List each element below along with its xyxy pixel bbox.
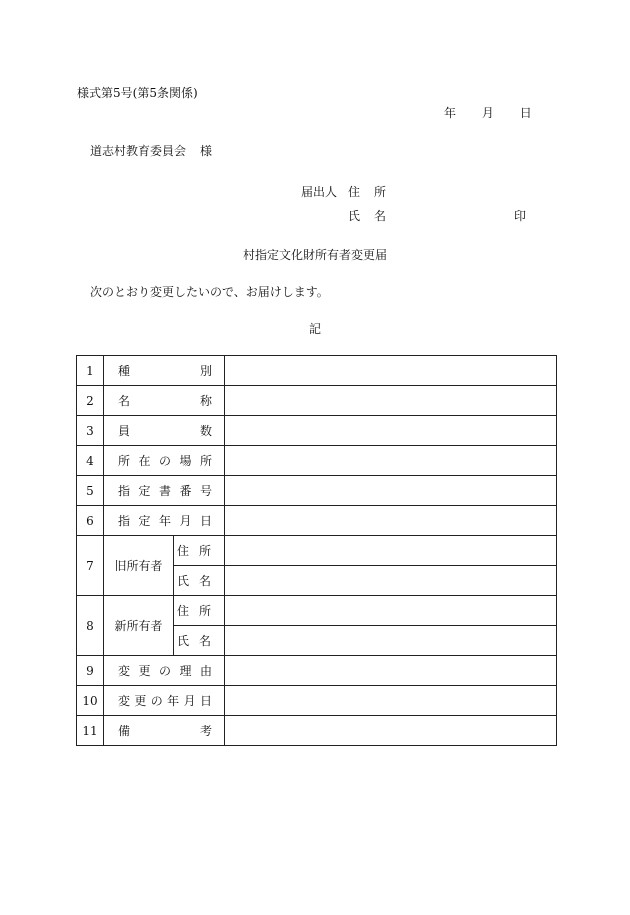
row-label-char: 場 (179, 454, 192, 468)
document-title: 村指定文化財所有者変更届 (242, 248, 387, 262)
row-label-char: 名 (118, 394, 131, 408)
table-row (77, 386, 557, 416)
table-row (77, 716, 557, 746)
row-value-field[interactable] (225, 716, 557, 746)
table-row (77, 416, 557, 446)
row-number: 9 (77, 656, 104, 686)
row-label-char: 定 (138, 484, 151, 498)
row-label (104, 656, 225, 686)
row-label-char: 更 (134, 694, 147, 708)
table-row (77, 686, 557, 716)
ki-heading: 記 (308, 322, 321, 336)
row-label-char: 定 (138, 514, 151, 528)
row-value-field[interactable] (225, 356, 557, 386)
table-row (77, 596, 557, 626)
seal-label: 印 (514, 209, 527, 223)
row-label-char: 日 (199, 514, 212, 528)
row-label-char: 別 (199, 364, 212, 378)
table-row (77, 356, 557, 386)
row-label-char: 指 (118, 514, 131, 528)
row-label-char: 日 (199, 694, 212, 708)
row-label-char: の (158, 664, 171, 678)
row-label-char: 年 (167, 694, 180, 708)
row-label-char: 所 (118, 454, 131, 468)
row-label-char: 考 (199, 724, 212, 738)
row-sub-label: 住所 (174, 536, 225, 566)
row-label-char: 号 (199, 484, 212, 498)
row-label-char: 番 (179, 484, 192, 498)
row-value-field[interactable] (225, 386, 557, 416)
date-year: 年 (444, 106, 457, 120)
table-row (77, 656, 557, 686)
row-label (104, 506, 225, 536)
table-row (77, 536, 557, 566)
row-group-label: 旧所有者 (104, 536, 174, 596)
row-label-char: 理 (179, 664, 192, 678)
row-label-char: 備 (118, 724, 131, 738)
date-day: 日 (519, 106, 532, 120)
row-value-field[interactable] (225, 416, 557, 446)
row-number: 4 (77, 446, 104, 476)
row-number: 10 (77, 686, 104, 716)
row-value-field[interactable] (225, 446, 557, 476)
row-sub-label: 住所 (174, 596, 225, 626)
row-label-char: 称 (199, 394, 212, 408)
row-label-char: 変 (118, 694, 131, 708)
row-label-char: 在 (138, 454, 151, 468)
row-value-field[interactable] (225, 596, 557, 626)
row-label-char: 数 (199, 424, 212, 438)
row-label-char: 月 (183, 694, 196, 708)
row-label (104, 356, 225, 386)
form-number: 様式第5号(第5条関係) (77, 86, 198, 100)
date-month: 月 (481, 106, 494, 120)
row-number: 1 (77, 356, 104, 386)
row-sub-label: 氏名 (174, 566, 225, 596)
applicant-name-label: 氏名 (348, 209, 401, 223)
row-value-field[interactable] (225, 686, 557, 716)
row-value-field[interactable] (225, 476, 557, 506)
row-group-label: 新所有者 (104, 596, 174, 656)
addressee-name: 道志村教育委員会 (90, 144, 187, 158)
row-label (104, 446, 225, 476)
row-label-char: 更 (138, 664, 151, 678)
row-label-char: 月 (179, 514, 192, 528)
date-line (444, 104, 532, 121)
row-label (104, 416, 225, 446)
applicant-address-label: 住所 (348, 185, 401, 199)
row-number: 2 (77, 386, 104, 416)
row-label (104, 386, 225, 416)
row-number: 3 (77, 416, 104, 446)
table-row (77, 506, 557, 536)
row-label-char: 種 (118, 364, 131, 378)
row-value-field[interactable] (225, 506, 557, 536)
addressee (90, 142, 212, 159)
row-label (104, 716, 225, 746)
row-label-char: 年 (158, 514, 171, 528)
row-number: 5 (77, 476, 104, 506)
row-label-char: 員 (118, 424, 131, 438)
row-value-field[interactable] (225, 536, 557, 566)
row-number: 8 (77, 596, 104, 656)
row-label-char: の (150, 694, 163, 708)
row-number: 7 (77, 536, 104, 596)
row-label-char: の (158, 454, 171, 468)
row-value-field[interactable] (225, 626, 557, 656)
table-row (77, 446, 557, 476)
applicant-label: 届出人 (301, 185, 338, 199)
row-label (104, 476, 225, 506)
table-row (77, 476, 557, 506)
row-value-field[interactable] (225, 656, 557, 686)
row-number: 11 (77, 716, 104, 746)
row-sub-label: 氏名 (174, 626, 225, 656)
row-label-char: 変 (118, 664, 131, 678)
row-label-char: 指 (118, 484, 131, 498)
body-text: 次のとおり変更したいので、お届けします。 (90, 285, 329, 299)
form-table (76, 355, 557, 746)
row-label-char: 所 (199, 454, 212, 468)
row-label-char: 書 (158, 484, 171, 498)
row-value-field[interactable] (225, 566, 557, 596)
row-label-char: 由 (199, 664, 212, 678)
row-label (104, 686, 225, 716)
row-number: 6 (77, 506, 104, 536)
addressee-honorific: 様 (200, 144, 213, 158)
